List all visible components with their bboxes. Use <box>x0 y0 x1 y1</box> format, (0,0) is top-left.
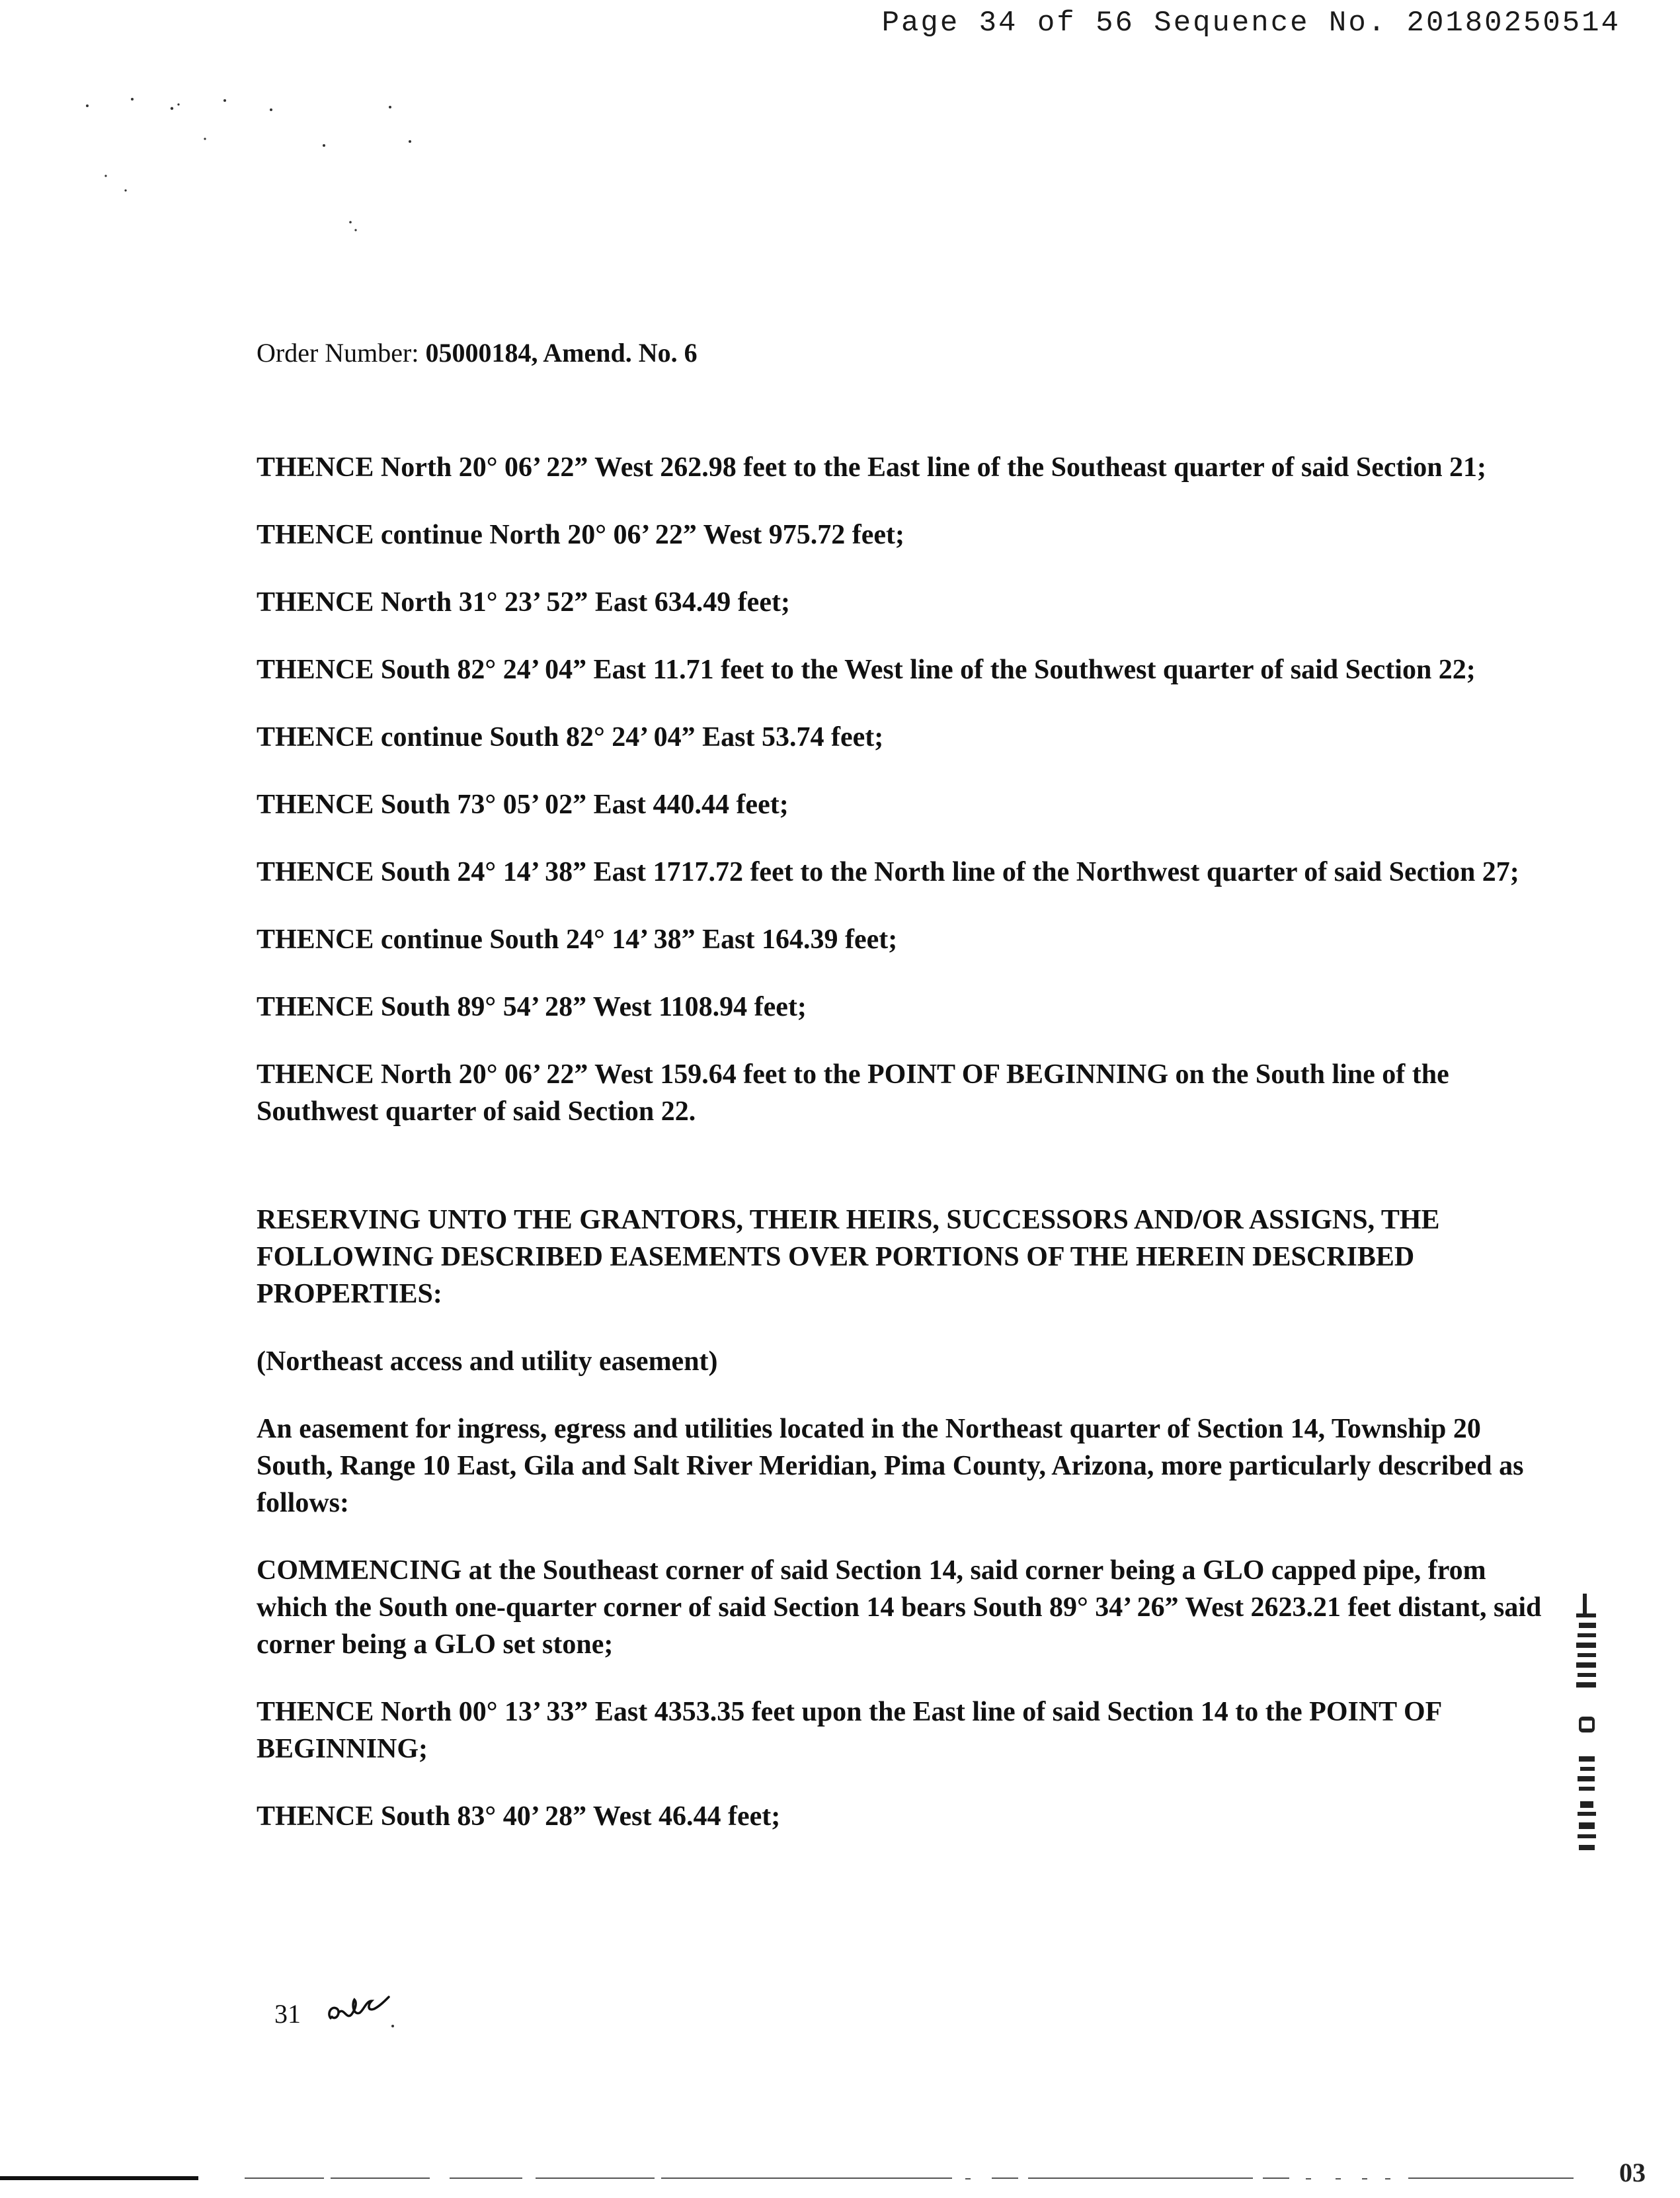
reservation-heading: RESERVING UNTO THE GRANTORS, THEIR HEIRS, SUCCESSORS AND/OR ASSIGNS, THE FOLLOWING DESCRIBED EASEMENTS OVER PORTIONS OF THE HEREIN DESCRIBED PROPERTIES: <box>257 1205 1440 1309</box>
point-of-beginning-paragraph: THENCE North 20° 06’ 22” West 159.64 feet to the POINT OF BEGINNING on the South line of the Southwest quarter of said Section 22. <box>257 1059 1449 1127</box>
legal-description-paragraph: THENCE North 20° 06’ 22” West 262.98 feet to the East line of the Southeast quarter of said Section 21; <box>257 452 1487 483</box>
legal-description-paragraph: THENCE North 00° 13’ 33” East 4353.35 feet upon the East line of said Section 14 to the POINT OF BEGINNING; <box>257 1697 1441 1764</box>
legal-description-paragraph: THENCE South 82° 24’ 04” East 11.71 feet to the West line of the Southwest quarter of said Section 22; <box>257 655 1476 685</box>
easement-description: An easement for ingress, egress and utilities located in the Northeast quarter of Section 14, Township 20 South, Range 10 East, Gila and Salt River Meridian, Pima County, Arizona, more particularly described as follows: <box>257 1414 1524 1518</box>
legal-description-paragraph: THENCE South 73° 05’ 02” East 440.44 feet; <box>257 790 789 820</box>
legal-description-paragraph: THENCE North 31° 23’ 52” East 634.49 feet; <box>257 587 790 618</box>
legal-description-paragraph: THENCE continue South 82° 24’ 04” East 53.74 feet; <box>257 722 884 753</box>
order-number-value: 05000184, Amend. No. 6 <box>425 338 698 368</box>
page-number: 31 <box>274 1999 301 2029</box>
commencing-paragraph: COMMENCING at the Southeast corner of said Section 14, said corner being a GLO capped pipe, from which the South one-quarter corner of said Section 14 bears South 89° 34’ 26” West 2623.21 feet distant, said corner being a GLO set stone; <box>257 1555 1542 1660</box>
legal-description-paragraph: THENCE South 83° 40’ 28” West 46.44 feet; <box>257 1801 781 1832</box>
legal-description-paragraph: THENCE South 24° 14’ 38” East 1717.72 feet to the North line of the Northwest quarter of said Section 27; <box>257 857 1519 887</box>
order-number-line <box>257 337 1552 368</box>
corner-mark: 03 <box>1619 2158 1646 2187</box>
footer-rule <box>0 2174 1680 2182</box>
document-body <box>257 337 1552 1865</box>
vertical-recording-stamp <box>1567 1594 1607 1871</box>
legal-description-paragraph: THENCE continue North 20° 06’ 22” West 975.72 feet; <box>257 520 905 550</box>
easement-subtitle: (Northeast access and utility easement) <box>257 1346 718 1377</box>
handwritten-initials <box>324 1986 397 2033</box>
legal-description-paragraph: THENCE South 89° 54’ 28” West 1108.94 feet; <box>257 992 807 1022</box>
order-number-label: Order Number: <box>257 338 419 368</box>
scan-noise-marks <box>79 93 450 251</box>
page-sequence-stamp: Page 34 of 56 Sequence No. 20180250514 <box>881 7 1620 40</box>
legal-description-paragraph: THENCE continue South 24° 14’ 38” East 164.39 feet; <box>257 924 898 955</box>
